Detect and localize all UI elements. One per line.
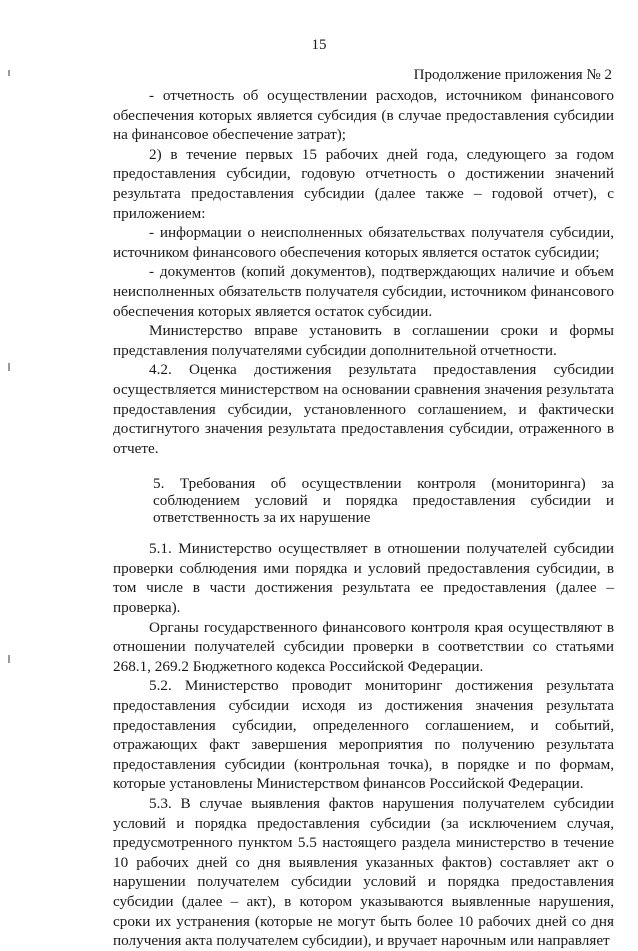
paragraph-documents: - документов (копий документов), подтверждающих наличие и объем неисполненных обязательств получателя субсидии, источником финансового обеспечения которых является остаток субсидии.	[113, 263, 614, 320]
paragraph-reporting-expenses: - отчетность об осуществлении расходов, источником финансового обеспечения которых является субсидия (в случае предоставления субсидии на финансовое обеспечение затрат);	[113, 87, 614, 144]
appendix-continuation-note: Продолжение приложения № 2	[413, 67, 612, 83]
paragraph-unfulfilled-obligations: - информации о неисполненных обязательствах получателя субсидии, источником финансового обеспечения которых является остаток субсидии;	[113, 224, 614, 261]
paragraph-annual-report: 2) в течение первых 15 рабочих дней года, следующего за годом предоставления субсидии, годовую отчетность о достижении значений результата предоставления субсидии (далее также – годовой отчет), с приложением:	[113, 145, 614, 222]
document-body	[113, 86, 614, 951]
scan-margin-mark	[8, 70, 10, 76]
scan-margin-mark	[8, 655, 10, 663]
section-heading-5: 5. Требования об осуществлении контроля (мониторинга) за соблюдением условий и порядка предоставления субсидии и ответственность за их нарушение	[153, 475, 614, 527]
paragraph-financial-control-bodies: Органы государственного финансового контроля края осуществляют в отношении получателей субсидии проверки в соответствии со статьями 268.1, 269.2 Бюджетного кодекса Российской Федерации.	[113, 618, 614, 675]
paragraph-5-2-monitoring: 5.2. Министерство проводит мониторинг достижения результата предоставления субсидии исходя из достижения значения результата предоставления субсидии, определенного соглашением, и событий, отражающих факт завершения мероприятия по получению результата предоставления субсидии (контрольная точка), в порядке и по формам, которые установлены Министерством финансов Российской Федерации.	[113, 677, 614, 793]
paragraph-5-1-inspections: 5.1. Министерство осуществляет в отношении получателей субсидии проверки соблюдения ими порядка и условий предоставления субсидии, в том числе в части достижения результата ее предоставления (далее – проверка).	[113, 540, 614, 617]
paragraph-additional-reporting: Министерство вправе установить в соглашении сроки и формы представления получателями субсидии дополнительной отчетности.	[113, 322, 614, 359]
paragraph-4-2-assessment: 4.2. Оценка достижения результата предоставления субсидии осуществляется министерством на основании сравнения значения результата предоставления субсидии, установленного соглашением, и фактически достигнутого значения результата предоставления субсидии, отраженного в отчете.	[113, 361, 614, 457]
paragraph-5-3-violations: 5.3. В случае выявления фактов нарушения получателем субсидии условий и порядка предоставления субсидии (за исключением случая, предусмотренного пунктом 5.5 настоящего раздела министерство в течение 10 рабочих дней со дня выявления указанных фактов) составляет акт о нарушении получателем субсидии условий и порядка предоставления субсидии (далее – акт), в котором указываются выявленные нарушения, сроки их устранения (которые не могут быть более 10 рабочих дней со дня получения акта получателем субсидии), и вручает нарочным или направляет	[113, 795, 614, 950]
page-number: 15	[311, 37, 327, 53]
scan-margin-mark	[8, 363, 10, 371]
